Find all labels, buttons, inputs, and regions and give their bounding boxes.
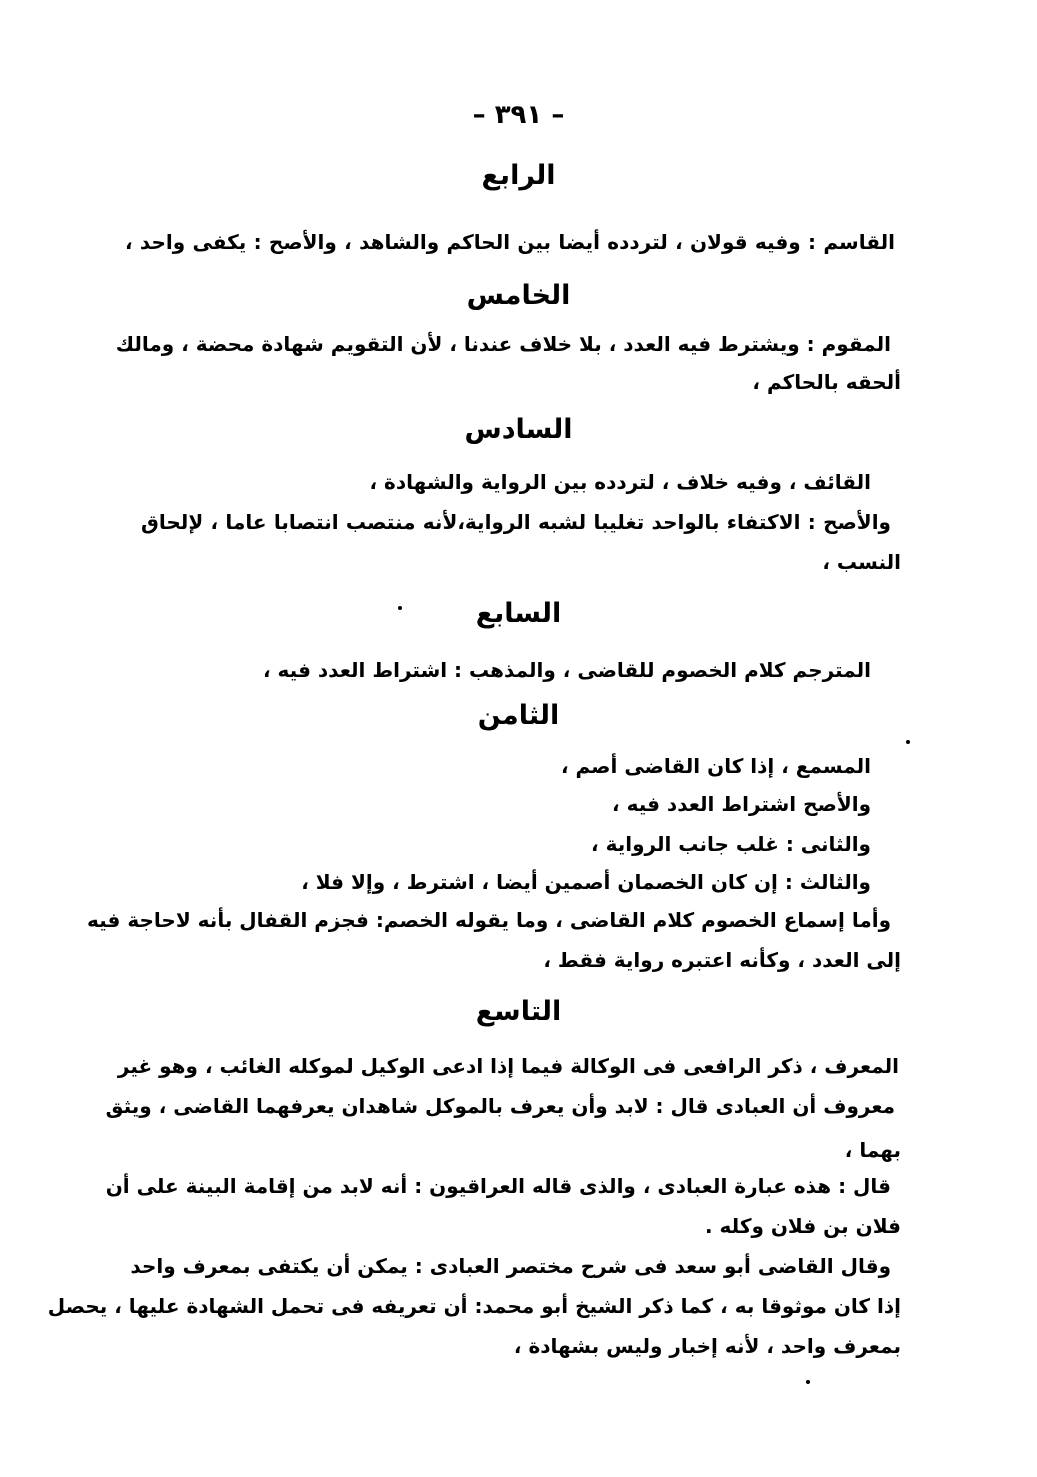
text-line: والثانى : غلب جانب الرواية ، [591, 832, 871, 856]
text-line: المترجم كلام الخصوم للقاضى ، والمذهب : اشتراط العدد فيه ، [262, 658, 871, 682]
text-line: وقال القاضى أبو سعد فى شرح مختصر العبادى : يمكن أن يكتفى بمعرف واحد [130, 1254, 891, 1278]
text-line: القاسم : وفيه قولان ، لتردده أيضا بين الحاكم والشاهد ، والأصح : يكفى واحد ، [125, 230, 895, 254]
text-line: فلان بن فلان وكله . [704, 1214, 901, 1238]
text-line: معروف أن العبادى قال : لابد وأن يعرف بالموكل شاهدان يعرفهما القاضى ، ويثق [105, 1094, 895, 1118]
page-number: – ٣٩١ – [472, 100, 565, 130]
text-line: القائف ، وفيه خلاف ، لتردده بين الرواية والشهادة ، [369, 470, 871, 494]
text-line: بهما ، [844, 1138, 901, 1162]
text-line: ألحقه بالحاكم ، [752, 370, 901, 394]
section-heading: الثامن [477, 700, 560, 731]
text-line: والأصح : الاكتفاء بالواحد تغليبا لشبه الرواية،لأنه منتصب انتصابا عاما ، لإلحاق [141, 510, 891, 534]
text-line: النسب ، [822, 550, 901, 574]
section-heading: السابع [475, 598, 562, 629]
section-heading: السادس [464, 414, 573, 445]
section-heading: الرابع [481, 160, 556, 191]
scan-speck [398, 606, 402, 610]
text-line: إذا كان موثوقا به ، كما ذكر الشيخ أبو محمد: أن تعريفه فى تحمل الشهادة عليها ، يحصل [47, 1294, 901, 1318]
text-line: المسمع ، إذا كان القاضى أصم ، [560, 754, 871, 778]
section-heading: الخامس [466, 280, 571, 311]
text-line: إلى العدد ، وكأنه اعتبره رواية فقط ، [543, 948, 901, 972]
scan-speck [906, 740, 910, 744]
text-line: والثالث : إن كان الخصمان أصمين أيضا ، اشترط ، وإلا فلا ، [301, 870, 871, 894]
section-heading: التاسع [475, 996, 562, 1027]
text-line: والأصح اشتراط العدد فيه ، [612, 792, 871, 816]
text-line: بمعرف واحد ، لأنه إخبار وليس بشهادة ، [513, 1334, 901, 1358]
text-line: المقوم : ويشترط فيه العدد ، بلا خلاف عندنا ، لأن التقويم شهادة محضة ، ومالك [115, 332, 891, 356]
scan-speck [806, 1380, 810, 1384]
text-line: المعرف ، ذكر الرافعى فى الوكالة فيما إذا ادعى الوكيل لموكله الغائب ، وهو غير [117, 1054, 899, 1078]
text-line: قال : هذه عبارة العبادى ، والذى قاله العراقيون : أنه لابد من إقامة البينة على أن [105, 1174, 891, 1198]
text-line: وأما إسماع الخصوم كلام القاضى ، وما يقوله الخصم: فجزم القفال بأنه لاحاجة فيه [87, 908, 891, 932]
